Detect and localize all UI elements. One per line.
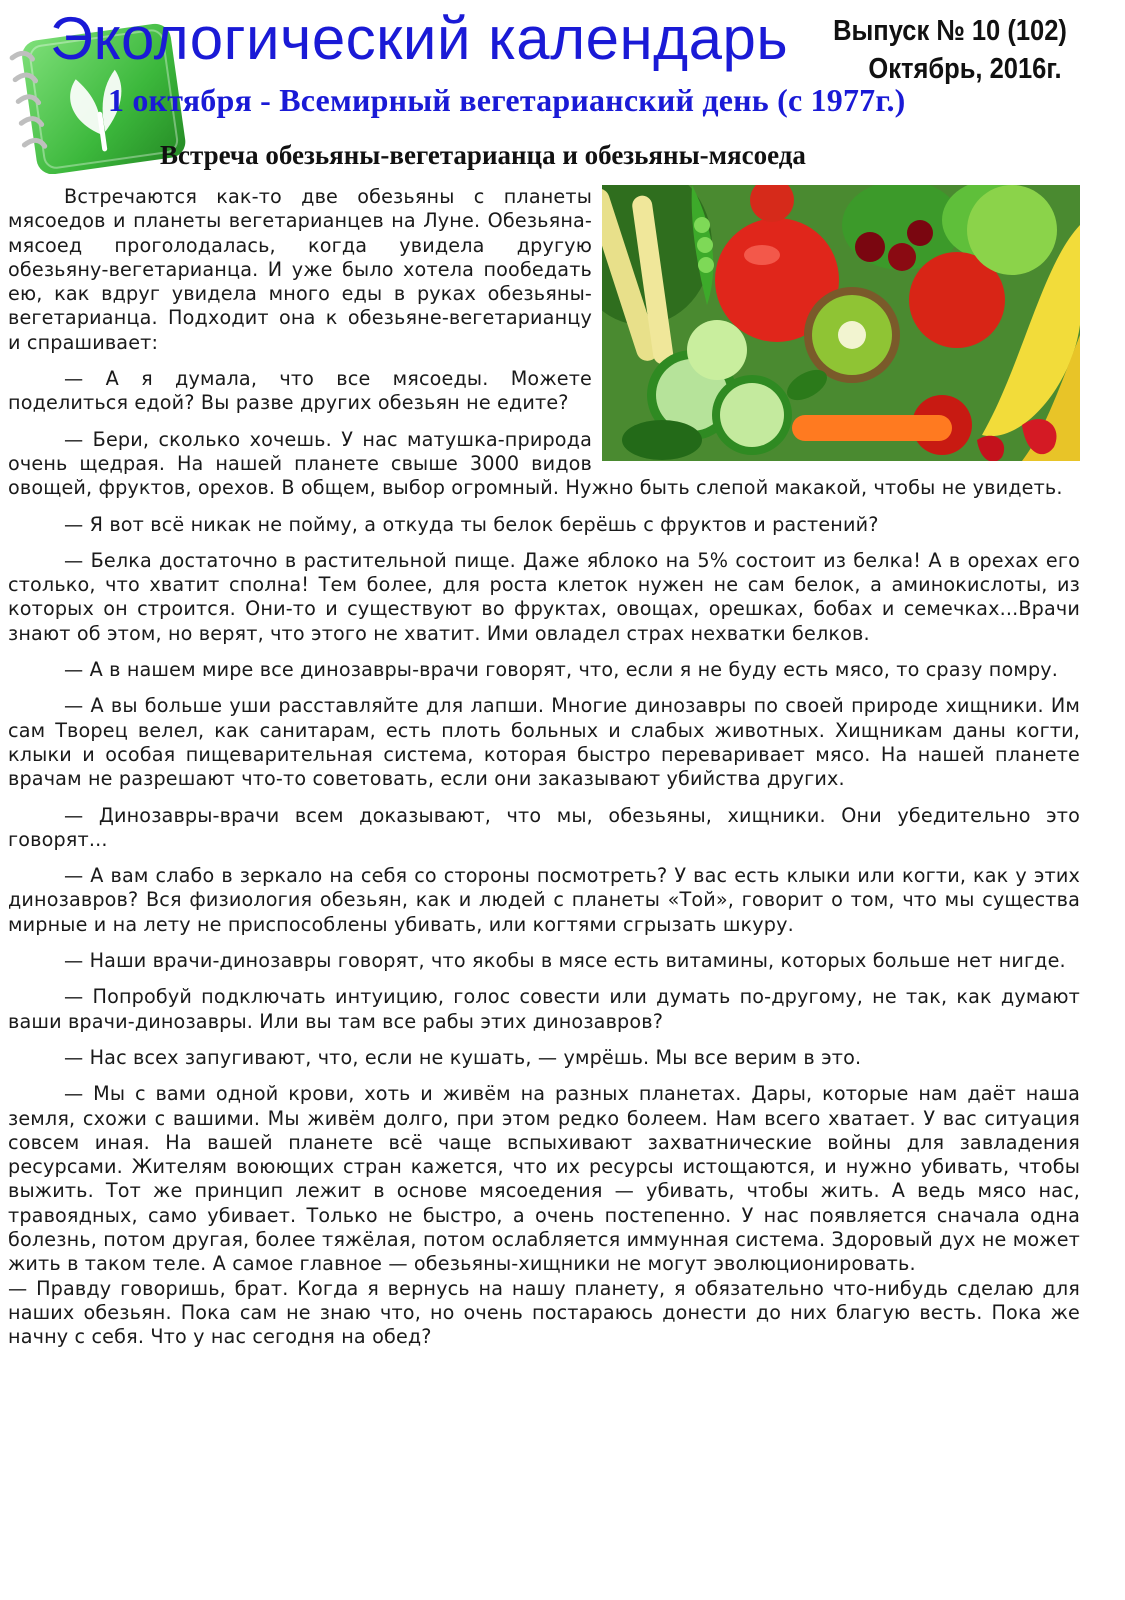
paragraph: — Я вот всё никак не пойму, а откуда ты белок берёшь с фруктов и растений? <box>64 512 879 536</box>
page-title: Экологический календарь <box>50 5 789 72</box>
paragraph: — Правду говоришь, брат. Когда я вернусь на нашу планету, я обязательно что-нибудь сделаю для наших обезьян. Пока сам не знаю что, но очень постараюсь донести до них благую весть. Пока же начну с себя. Что у нас сегодня на обед? <box>8 1276 1080 1349</box>
paragraph: — Мы с вами одной крови, хоть и живём на разных планетах. Дары, которые нам даёт наша земля, схожи с вашими. Мы живём долго, при этом редко болеем. Нам всего хватает. У вас ситуация совсем иная. На вашей планете всё чаще вспыхивают захватнические войны для завладения ресурсами. Жителям воюющих стран кажется, что их ресурсы истощаются, и нужно убивать, чтобы выжить. Тот же принцип лежит в основе мясоедения — убивать, чтобы жить. А ведь мясо нас, травоядных, само убивает. Только не быстро, а очень постепенно. У нас появляется сначала одна болезнь, потом другая, более тяжёлая, потом ослабляется иммунная система. Здоровый дух не может жить в таком теле. А самое главное — обезьяны-хищники не могут эволюционировать. <box>8 1082 1080 1276</box>
issue-number: Выпуск № 10 (102) <box>833 15 1067 47</box>
paragraph: Встречаются как-то две обезьяны с планеты мясоедов и планеты вегетарианцев на Луне. Обезьяна-мясоед проголодалась, когда увидела другую обезьяну-вегетарианца. И уже было хотела пообедать ею, как вдруг увидела много еды в руках обезьяны-вегетарианца. Подходит она к обезьяне-вегетарианцу и спрашивает: <box>8 185 592 354</box>
paragraph: — Бери, сколько хочешь. У нас матушка-природа очень щедрая. На нашей планете свыше 3000 видов овощей, фруктов, орехов. В общем, выбор огромный. Нужно быть слепой макакой, чтобы не увидеть. <box>8 427 1063 500</box>
paragraph: — Наши врачи-динозавры говорят, что якобы в мясе есть витамины, которых больше нет нигде. <box>64 949 1066 973</box>
paragraph: — А я думала, что все мясоеды. Можете поделиться едой? Вы разве других обезьян не едите? <box>8 367 592 415</box>
paragraph: — Попробуй подключать интуицию, голос совести или думать по-другому, не так, как думают ваши врачи-динозавры. Или вы там все рабы этих динозавров? <box>8 985 1080 1033</box>
paragraph: — Белка достаточно в растительной пище. Даже яблоко на 5% состоит из белка! А в орехах его столько, что хватит сполна! Тем более, для роста клеток нужен не сам белок, а аминокислоты, из которых он строится. Они-то и существуют во фруктах, овощах, орешках, бобах и семечках...Врачи знают об этом, но верят, что этого не хватит. Ими овладел страх нехватки белков. <box>8 548 1080 645</box>
paragraph: — А вам слабо в зеркало на себя со стороны посмотреть? У вас есть клыки или когти, как у этих динозавров? Вся физиология обезьян, как и людей с планеты «Той», говорит о том, что мы существа мирные и на лету не приспособлены убивать, или когтями сгрызать шкуру. <box>8 864 1080 936</box>
issue-info <box>831 12 1069 88</box>
paragraph: — Нас всех запугивают, что, если не кушать, — умрёшь. Мы все верим в это. <box>64 1045 862 1069</box>
article-body <box>8 185 1080 1349</box>
vegetables-photo <box>602 185 1080 461</box>
issue-month: Октябрь, 2016г. <box>868 53 1062 85</box>
story-title: Встреча обезьяны-вегетарианца и обезьяны-мясоеда <box>160 140 806 170</box>
paragraph: — Динозавры-врачи всем доказывают, что мы, обезьяны, хищники. Они убедительно это говорят... <box>8 803 1080 851</box>
paragraph: — А в нашем мире все динозавры-врачи говорят, что, если я не буду есть мясо, то сразу помру. <box>64 658 1059 682</box>
subtitle: 1 октября - Всемирный вегетарианский день (с 1977г.) <box>108 82 906 118</box>
paragraph: — А вы больше уши расставляйте для лапши. Многие динозавры по своей природе хищники. Им сам Творец велел, как санитарам, есть плоть больных и слабых животных. Хищникам даны когти, клыки и особая пищеварительная система, которая быстро переваривает мясо. На нашей планете врачам не разрешают что-то советовать, если они заказывают убийства других. <box>8 694 1080 791</box>
